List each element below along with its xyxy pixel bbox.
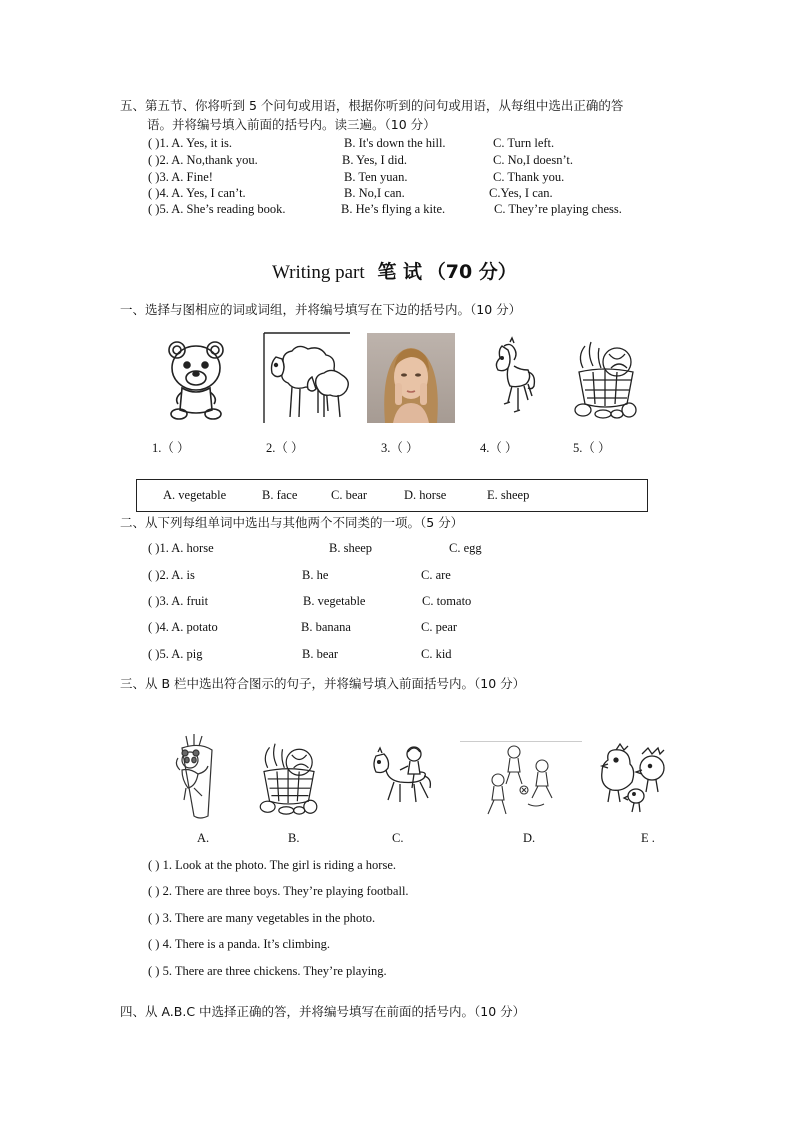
climbing-panda-picture: [172, 734, 228, 820]
part1-label-3: 3.（ ）: [381, 441, 419, 455]
part1-header: 一、选择与图相应的词或词组，并将编号填写在下边的括号内。（10 分）: [120, 302, 522, 317]
option-a: A. vegetable: [163, 488, 227, 502]
part3-header: 三、从 B 栏中选出符合图示的句子，并将编号填入前面括号内。（10 分）: [120, 676, 526, 691]
horse-picture: [492, 340, 536, 416]
part1-label-1: 1.（ ）: [152, 441, 190, 455]
s5-q4-c: C.Yes, I can.: [489, 186, 553, 200]
boys-playing-football-picture: [484, 744, 564, 818]
writing-title-en: Writing part: [272, 262, 365, 283]
part4-header: 四、从 A.B.C 中选择正确的答，并将编号填写在前面的括号内。（10 分）: [120, 1004, 526, 1019]
s5-q2: ( )2. A. No,thank you.: [148, 153, 258, 167]
p2-q2-b: B. he: [302, 568, 329, 582]
part3-label-e: E .: [641, 831, 655, 845]
section5-header-line2: 语。并将编号填入前面的括号内。读三遍。（10 分）: [147, 117, 436, 132]
p2-q4: ( )4. A. potato: [148, 620, 218, 634]
part3-label-d: D.: [523, 831, 536, 845]
p2-q1-c: C. egg: [449, 541, 482, 555]
p2-q2-c: C. are: [421, 568, 451, 582]
p2-q3-c: C. tomato: [422, 594, 472, 608]
p2-q1-b: B. sheep: [329, 541, 373, 555]
s5-q3-b: B. Ten yuan.: [344, 170, 408, 184]
option-b: B. face: [262, 488, 298, 502]
sheep-picture: [262, 333, 352, 423]
p2-q2: ( )2. A. is: [148, 568, 195, 582]
p2-q4-b: B. banana: [301, 620, 351, 634]
part1-label-4: 4.（ ）: [480, 441, 518, 455]
section5-header-line1: 五、第五节、你将听到 5 个问句或用语，根据你听到的问句或用语，从每组中选出正确的答: [120, 98, 624, 113]
option-e: E. sheep: [487, 488, 530, 502]
writing-title-cn: 笔 试: [377, 261, 422, 283]
s5-q4-b: B. No,I can.: [344, 186, 405, 200]
part2-header: 二、从下列每组单词中选出与其他两个不同类的一项。（5 分）: [120, 515, 464, 530]
part1-label-2: 2.（ ）: [266, 441, 304, 455]
p2-q3: ( )3. A. fruit: [148, 594, 209, 608]
vegetables-picture: [256, 740, 322, 816]
p2-q5-c: C. kid: [421, 647, 452, 661]
s5-q1-c: C. Turn left.: [493, 136, 555, 150]
writing-title: [272, 257, 517, 284]
part3-sentence-3: ( ) 3. There are many vegetables in the photo.: [148, 911, 376, 925]
p2-q5: ( )5. A. pig: [148, 647, 203, 661]
vegetable-basket-picture: [573, 338, 639, 420]
part3-label-b: B.: [288, 831, 300, 845]
s5-q5-b: B. He’s flying a kite.: [341, 202, 446, 216]
s5-q5-c: C. They’re playing chess.: [494, 202, 622, 216]
part3-sentence-5: ( ) 5. There are three chickens. They’re playing.: [148, 964, 387, 978]
girl-riding-horse-picture: [370, 744, 436, 806]
s5-q4: ( )4. A. Yes, I can’t.: [148, 186, 246, 200]
s5-q2-b: B. Yes, I did.: [342, 153, 407, 167]
s5-q3-c: C. Thank you.: [493, 170, 565, 184]
option-d: D. horse: [404, 488, 447, 502]
writing-title-score: （70 分）: [426, 261, 517, 283]
p2-q1: ( )1. A. horse: [148, 541, 214, 555]
part1-label-5: 5.（ ）: [573, 441, 611, 455]
part3-sentence-4: ( ) 4. There is a panda. It’s climbing.: [148, 937, 331, 951]
s5-q1: ( )1. A. Yes, it is.: [148, 136, 233, 150]
s5-q3: ( )3. A. Fine!: [148, 170, 213, 184]
p2-q5-b: B. bear: [302, 647, 339, 661]
s5-q2-c: C. No,I doesn’t.: [493, 153, 573, 167]
s5-q5: ( )5. A. She’s reading book.: [148, 202, 286, 216]
p2-q3-b: B. vegetable: [303, 594, 366, 608]
face-photo: [367, 333, 455, 423]
part3-label-a: A.: [197, 831, 210, 845]
part3-label-c: C.: [392, 831, 404, 845]
bear-picture: [166, 338, 226, 422]
part3-sentence-1: ( ) 1. Look at the photo. The girl is riding a horse.: [148, 858, 396, 872]
option-c: C. bear: [331, 488, 368, 502]
three-chickens-picture: [596, 740, 668, 816]
part3-sentence-2: ( ) 2. There are three boys. They’re playing football.: [148, 884, 409, 898]
s5-q1-b: B. It's down the hill.: [344, 136, 446, 150]
p2-q4-c: C. pear: [421, 620, 458, 634]
